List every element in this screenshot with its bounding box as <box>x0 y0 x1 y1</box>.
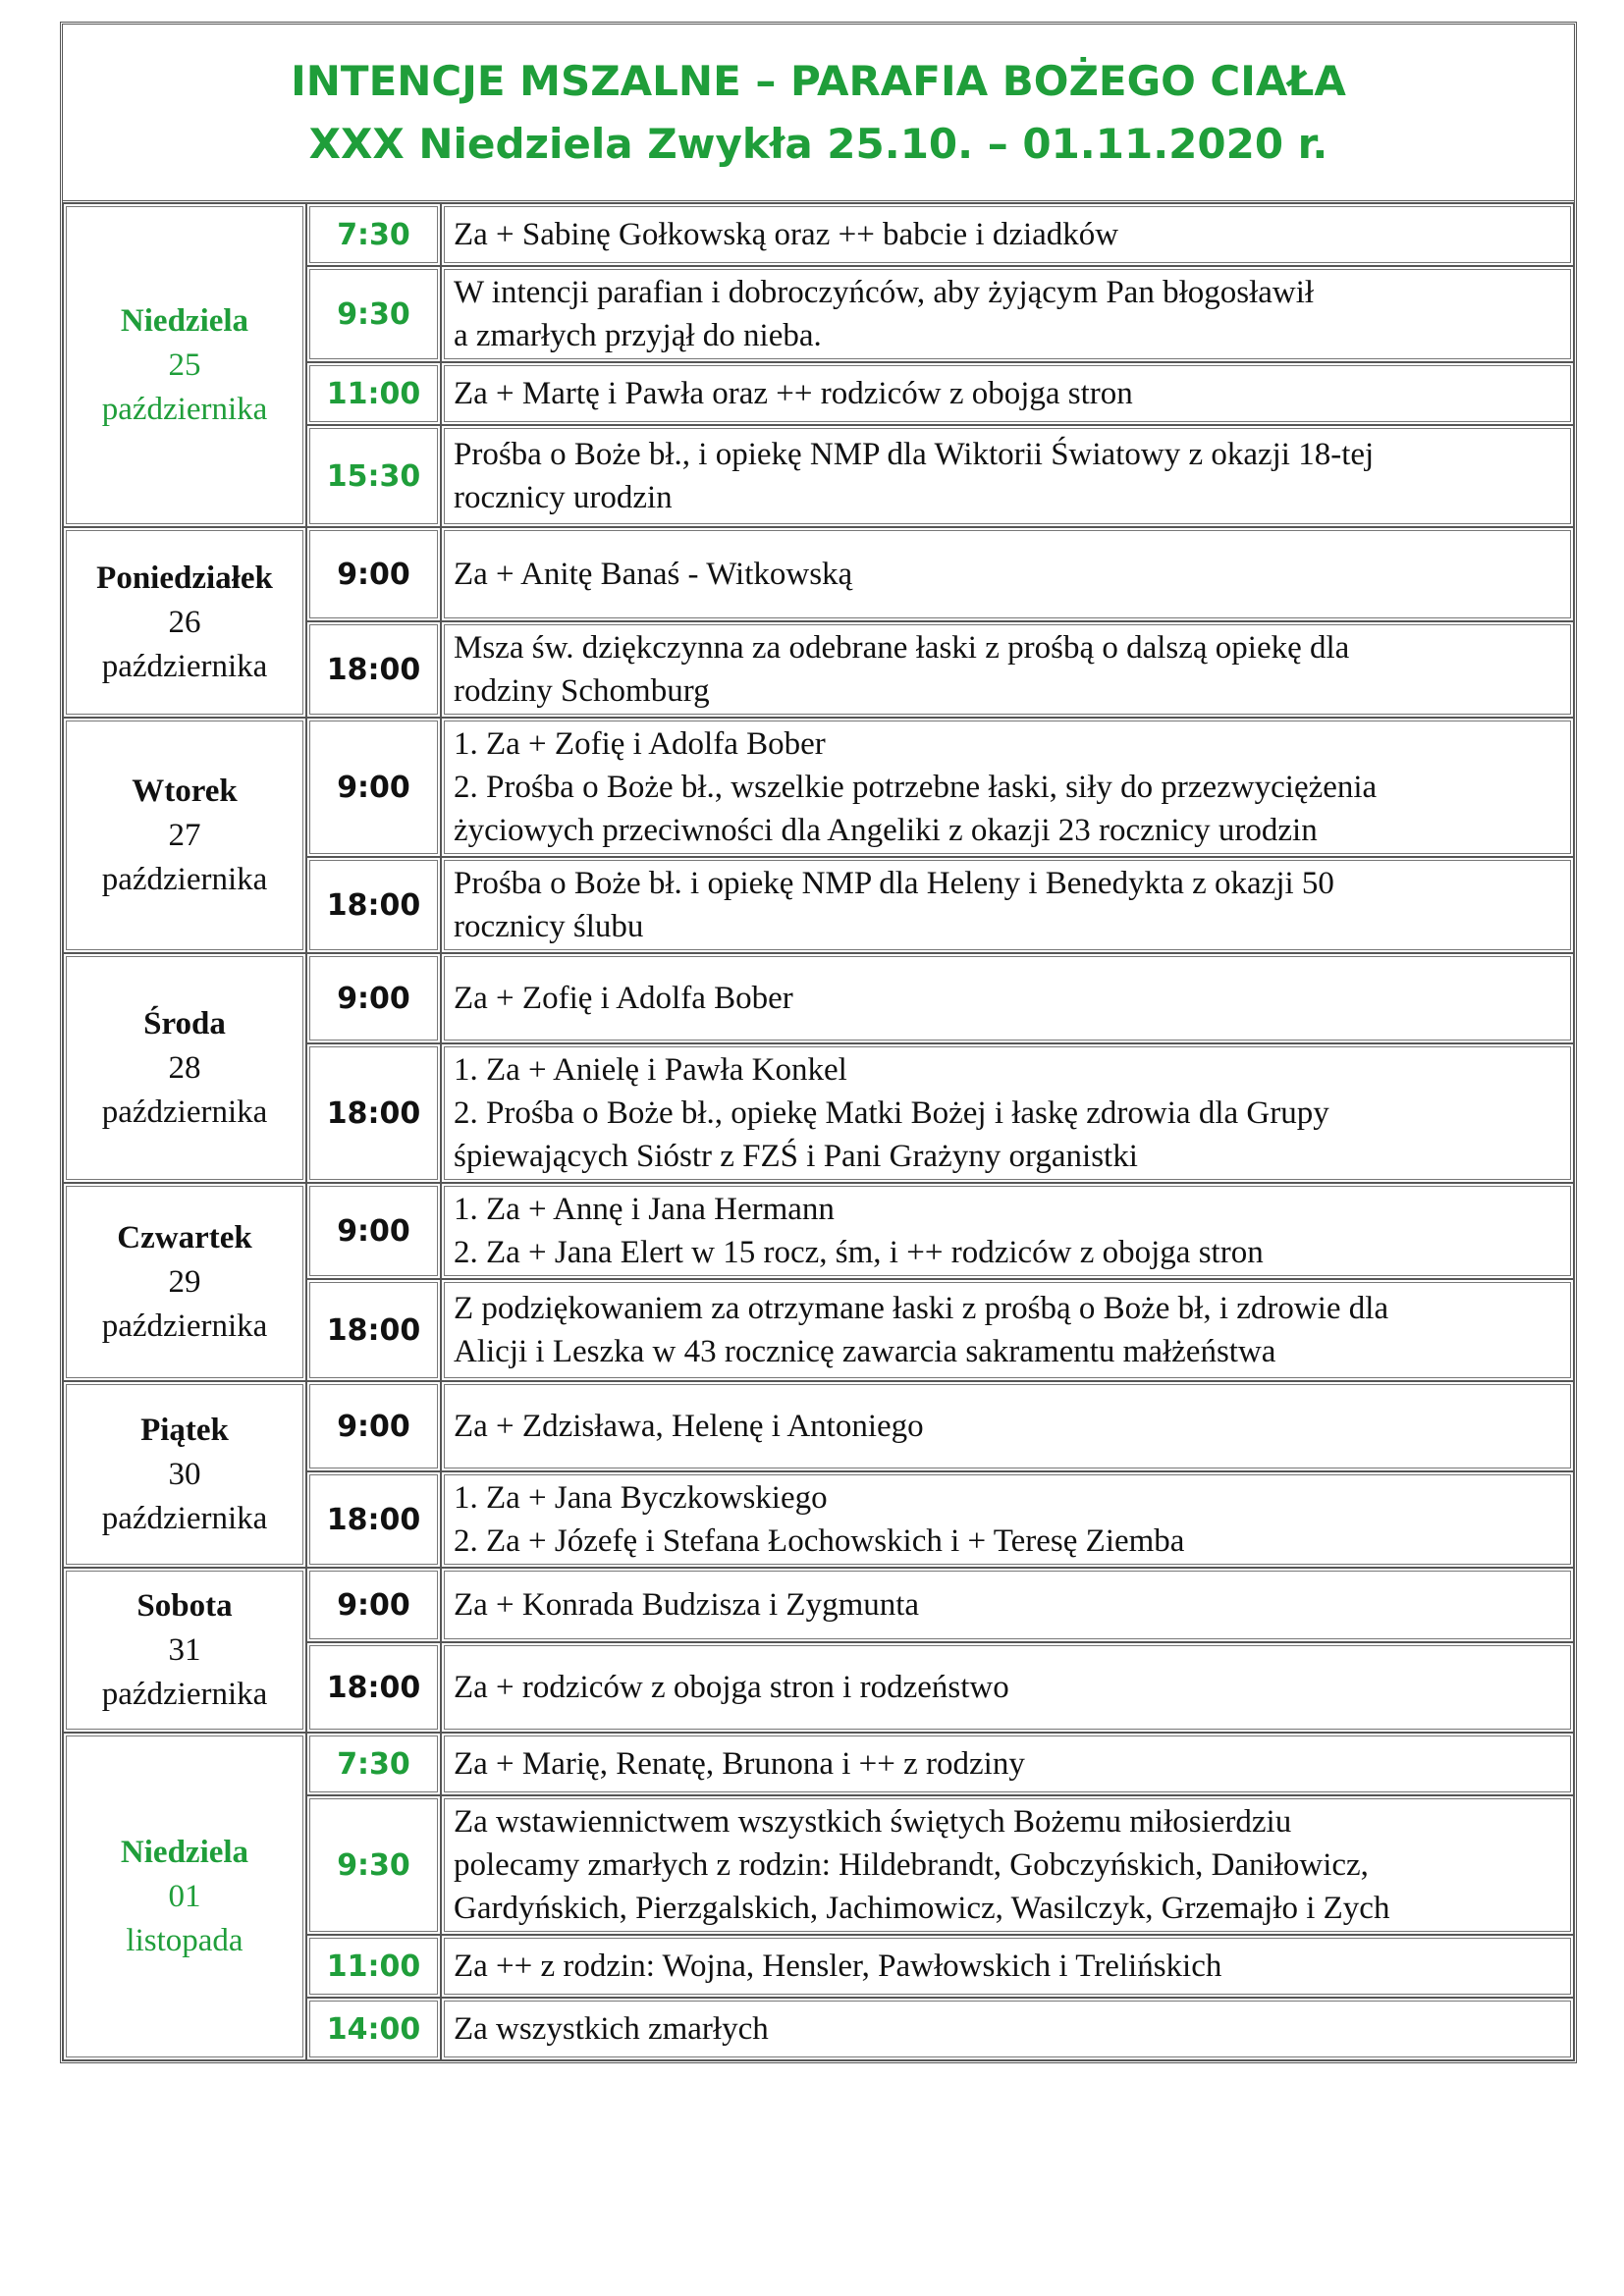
day-number: 25 <box>168 347 201 383</box>
mass-intention: Za + rodziców z obojga stron i rodzeństwo <box>441 1642 1574 1733</box>
mass-intention: 1. Za + Annę i Jana Hermann 2. Za + Jana Elert w 15 rocz, śm, i ++ rodziców z obojga stron <box>441 1183 1574 1279</box>
mass-row <box>63 953 1574 1043</box>
mass-intention: 1. Za + Jana Byczkowskiego 2. Za + Józefę i Stefana Łochowskich i + Teresę Ziemba <box>441 1471 1574 1568</box>
day-cell <box>63 718 306 953</box>
day-cell <box>63 1568 306 1733</box>
day-number: 26 <box>168 604 201 640</box>
mass-intention: 1. Za + Anielę i Pawła Konkel 2. Prośba o Boże bł., opiekę Matki Bożej i łaskę zdrowia dla Grupy śpiewających Sióstr z FZŚ i Pani Grażyny organistki <box>441 1043 1574 1183</box>
mass-intention: Prośba o Boże bł., i opiekę NMP dla Wiktorii Światowy z okazji 18-tej rocznicy urodzin <box>441 425 1574 527</box>
day-month: października <box>101 648 268 684</box>
day-number: 29 <box>168 1263 201 1300</box>
day-name: Niedziela <box>120 1834 249 1870</box>
mass-time: 9:00 <box>306 1183 441 1279</box>
mass-row <box>63 527 1574 621</box>
mass-row <box>63 203 1574 266</box>
mass-time: 14:00 <box>306 1998 441 2060</box>
day-name: Poniedziałek <box>96 560 273 596</box>
day-number: 27 <box>168 817 201 853</box>
mass-time: 7:30 <box>306 1733 441 1795</box>
mass-row <box>63 1381 1574 1471</box>
mass-time: 18:00 <box>306 1279 441 1381</box>
mass-intention: Za ++ z rodzin: Wojna, Hensler, Pawłowskich i Trelińskich <box>441 1935 1574 1998</box>
day-month: listopada <box>126 1922 244 1958</box>
title-line-2: XXX Niedziela Zwykła 25.10. – 01.11.2020 r. <box>308 119 1328 168</box>
mass-intention: Za + Sabinę Gołkowską oraz ++ babcie i dziadków <box>441 203 1574 266</box>
day-number: 31 <box>168 1631 201 1668</box>
day-cell <box>63 1733 306 2060</box>
mass-time: 18:00 <box>306 857 441 953</box>
mass-time: 18:00 <box>306 1642 441 1733</box>
schedule-document <box>60 22 1577 2063</box>
mass-time: 15:30 <box>306 425 441 527</box>
title-line-1: INTENCJE MSZALNE – PARAFIA BOŻEGO CIAŁA <box>291 56 1346 105</box>
day-cell <box>63 953 306 1183</box>
mass-intention: Za wstawiennictwem wszystkich świętych Bożemu miłosierdziu polecamy zmarłych z rodzin: Hildebrandt, Gobczyńskich, Daniłowicz, Gardyńskich, Pierzgalskich, Jachimowicz, Wasilczyk, Grzemajło i Zych <box>441 1795 1574 1935</box>
mass-intention: W intencji parafian i dobroczyńców, aby żyjącym Pan błogosławił a zmarłych przyjął do nieba. <box>441 266 1574 362</box>
mass-time: 7:30 <box>306 203 441 266</box>
mass-row <box>63 1733 1574 1795</box>
mass-time: 9:30 <box>306 1795 441 1935</box>
day-name: Piątek <box>140 1412 229 1448</box>
mass-intention: 1. Za + Zofię i Adolfa Bober 2. Prośba o Boże bł., wszelkie potrzebne łaski, siły do przezwyciężenia życiowych przeciwności dla Angeliki z okazji 23 rocznicy urodzin <box>441 718 1574 857</box>
day-month: października <box>101 1308 268 1344</box>
mass-intention: Msza św. dziękczynna za odebrane łaski z prośbą o dalszą opiekę dla rodziny Schomburg <box>441 621 1574 718</box>
mass-row <box>63 1183 1574 1279</box>
day-name: Środa <box>143 1005 226 1041</box>
mass-row <box>63 718 1574 857</box>
day-name: Sobota <box>136 1587 233 1624</box>
day-month: października <box>101 1676 268 1712</box>
day-month: października <box>101 1094 268 1130</box>
mass-time: 9:00 <box>306 1568 441 1642</box>
day-cell <box>63 203 306 527</box>
mass-time: 18:00 <box>306 621 441 718</box>
day-number: 01 <box>168 1878 201 1914</box>
day-name: Wtorek <box>132 773 238 809</box>
mass-intention: Za + Zdzisława, Helenę i Antoniego <box>441 1381 1574 1471</box>
day-name: Niedziela <box>120 302 249 339</box>
mass-intention: Z podziękowaniem za otrzymane łaski z prośbą o Boże bł, i zdrowie dla Alicji i Leszka w 43 rocznicę zawarcia sakramentu małżeństwa <box>441 1279 1574 1381</box>
intentions-table <box>63 203 1574 2060</box>
mass-time: 18:00 <box>306 1043 441 1183</box>
mass-intention: Za + Anitę Banaś - Witkowską <box>441 527 1574 621</box>
mass-time: 11:00 <box>306 362 441 425</box>
mass-time: 9:30 <box>306 266 441 362</box>
mass-row <box>63 1568 1574 1642</box>
mass-intention: Za + Martę i Pawła oraz ++ rodziców z obojga stron <box>441 362 1574 425</box>
mass-intention: Za + Zofię i Adolfa Bober <box>441 953 1574 1043</box>
mass-time: 9:00 <box>306 527 441 621</box>
day-month: października <box>101 861 268 897</box>
day-number: 30 <box>168 1456 201 1492</box>
day-cell <box>63 1183 306 1381</box>
mass-time: 11:00 <box>306 1935 441 1998</box>
mass-time: 18:00 <box>306 1471 441 1568</box>
mass-time: 9:00 <box>306 1381 441 1471</box>
mass-intention: Za + Konrada Budzisza i Zygmunta <box>441 1568 1574 1642</box>
mass-intention: Prośba o Boże bł. i opiekę NMP dla Heleny i Benedykta z okazji 50 rocznicy ślubu <box>441 857 1574 953</box>
day-cell <box>63 1381 306 1568</box>
mass-intention: Za + Marię, Renatę, Brunona i ++ z rodziny <box>441 1733 1574 1795</box>
day-month: października <box>101 1500 268 1536</box>
mass-intention: Za wszystkich zmarłych <box>441 1998 1574 2060</box>
day-cell <box>63 527 306 718</box>
day-month: października <box>101 391 268 427</box>
mass-time: 9:00 <box>306 953 441 1043</box>
day-number: 28 <box>168 1049 201 1086</box>
day-name: Czwartek <box>117 1219 252 1255</box>
document-title <box>63 25 1574 203</box>
mass-time: 9:00 <box>306 718 441 857</box>
